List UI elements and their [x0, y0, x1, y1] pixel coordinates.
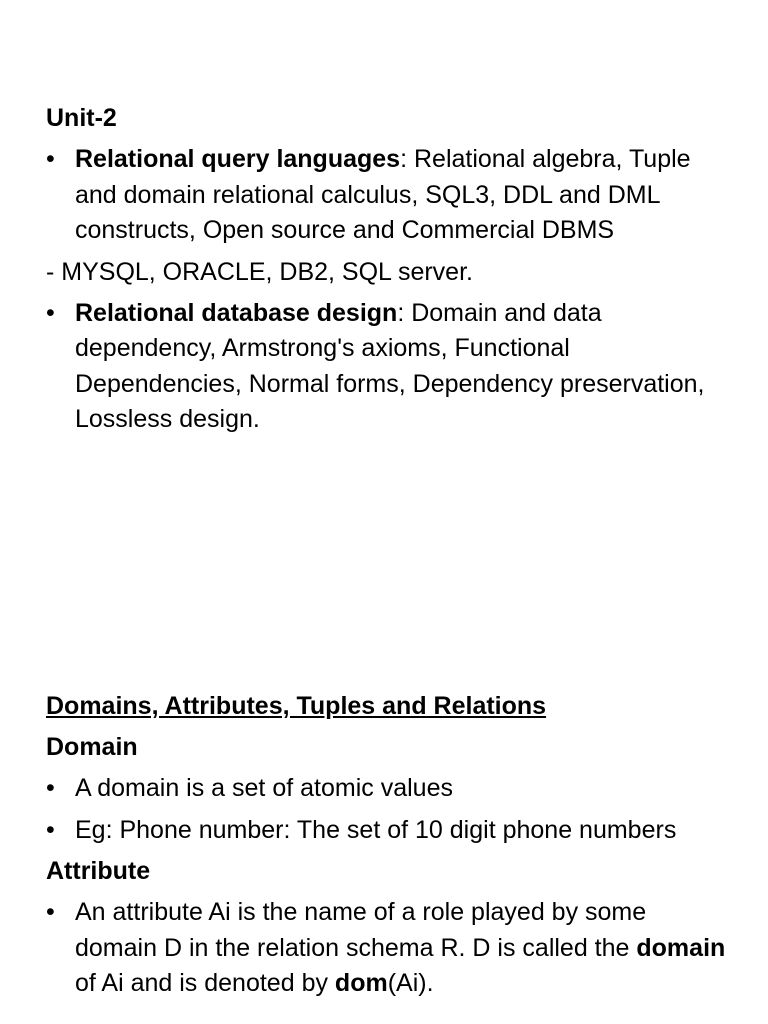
section-title: Domains, Attributes, Tuples and Relations	[46, 692, 547, 720]
domains-section	[46, 689, 726, 1002]
unit-title: Unit-2	[46, 104, 117, 132]
unit-section	[46, 101, 726, 438]
domain-bullet-2: • Eg: Phone number: The set of 10 digit phone numbers	[46, 813, 726, 849]
domain-heading: Domain	[46, 733, 138, 761]
bullet-bold-term: Relational query languages	[75, 145, 401, 173]
bullet-text: : Domain and data dependency, Armstrong's axioms, Functional Dependencies, Normal forms, Dependency preservation, Lossless design.	[75, 298, 705, 433]
bullet-bold-term: Relational database design	[75, 298, 398, 327]
attribute-bold-dom: dom	[334, 969, 388, 997]
attribute-bold-domain: domain	[636, 933, 726, 962]
dbms-list-line: - MYSQL, ORACLE, DB2, SQL server.	[46, 257, 473, 286]
attribute-text-3: (Ai).	[387, 969, 434, 997]
attribute-bullet	[46, 895, 726, 1002]
attribute-text-1: An attribute Ai is the name of a role played by some domain D in the relation schema R. D is called the	[75, 898, 647, 962]
attribute-text-2: of Ai and is denoted by	[75, 969, 335, 997]
bullet-relational-database-design	[46, 296, 726, 438]
domain-bullet-1: • A domain is a set of atomic values	[46, 771, 726, 807]
bullet-relational-query-languages	[46, 142, 726, 249]
bullet-text: : Relational algebra, Tuple and domain relational calculus, SQL3, DDL and DML constructs, Open source and Commercial DBMS	[75, 145, 691, 244]
attribute-heading: Attribute	[46, 857, 151, 885]
